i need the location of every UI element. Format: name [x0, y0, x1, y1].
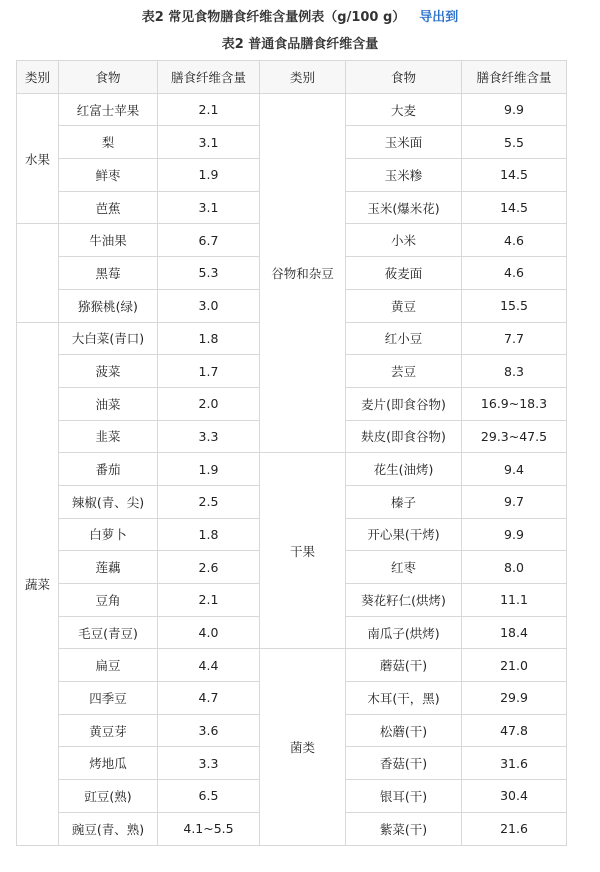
fiber-value-cell: 9.4 — [462, 453, 567, 486]
food-cell: 油菜 — [59, 387, 158, 420]
food-cell: 芭蕉 — [59, 191, 158, 224]
fiber-value-cell: 6.7 — [158, 224, 260, 257]
food-cell: 银耳(干) — [346, 780, 462, 813]
food-cell: 红小豆 — [346, 322, 462, 355]
fiber-value-cell: 2.0 — [158, 387, 260, 420]
food-cell: 鲜枣 — [59, 159, 158, 192]
col-header-food: 食物 — [59, 61, 158, 94]
food-cell: 紫菜(干) — [346, 812, 462, 845]
fiber-value-cell: 8.0 — [462, 551, 567, 584]
food-cell: 小米 — [346, 224, 462, 257]
food-cell: 玉米面 — [346, 126, 462, 159]
fiber-value-cell: 3.6 — [158, 714, 260, 747]
food-cell: 黄豆 — [346, 289, 462, 322]
food-cell: 木耳(干，黑) — [346, 682, 462, 715]
food-cell: 黄豆芽 — [59, 714, 158, 747]
fiber-value-cell: 18.4 — [462, 616, 567, 649]
food-cell: 花生(油烤) — [346, 453, 462, 486]
fiber-value-cell: 2.1 — [158, 584, 260, 617]
fiber-value-cell: 4.6 — [462, 257, 567, 290]
fiber-value-cell: 1.8 — [158, 322, 260, 355]
fiber-value-cell: 1.7 — [158, 355, 260, 388]
food-cell: 大麦 — [346, 93, 462, 126]
fiber-value-cell: 2.6 — [158, 551, 260, 584]
food-cell: 辣椒(青、尖) — [59, 485, 158, 518]
fiber-value-cell: 5.5 — [462, 126, 567, 159]
food-cell: 莜麦面 — [346, 257, 462, 290]
fiber-value-cell: 1.8 — [158, 518, 260, 551]
food-cell: 麸皮(即食谷物) — [346, 420, 462, 453]
table-row — [17, 453, 567, 486]
food-cell: 蘑菇(干) — [346, 649, 462, 682]
food-cell: 红枣 — [346, 551, 462, 584]
fiber-value-cell: 7.7 — [462, 322, 567, 355]
food-cell: 猕猴桃(绿) — [59, 289, 158, 322]
food-cell: 豆角 — [59, 584, 158, 617]
fiber-value-cell: 16.9~18.3 — [462, 387, 567, 420]
food-cell: 梨 — [59, 126, 158, 159]
food-cell: 香菇(干) — [346, 747, 462, 780]
category-cell: 干果 — [260, 453, 346, 649]
food-cell: 白萝卜 — [59, 518, 158, 551]
food-cell: 烤地瓜 — [59, 747, 158, 780]
col-header-category: 类别 — [260, 61, 346, 94]
food-cell: 榛子 — [346, 485, 462, 518]
fiber-value-cell: 3.3 — [158, 747, 260, 780]
fiber-value-cell: 15.5 — [462, 289, 567, 322]
fiber-value-cell: 8.3 — [462, 355, 567, 388]
food-cell: 葵花籽仁(烘烤) — [346, 584, 462, 617]
food-cell: 豌豆(青、熟) — [59, 812, 158, 845]
fiber-value-cell: 2.1 — [158, 93, 260, 126]
food-cell: 豇豆(熟) — [59, 780, 158, 813]
fiber-table — [16, 60, 567, 846]
fiber-value-cell: 1.9 — [158, 159, 260, 192]
category-cell: 谷物和杂豆 — [260, 93, 346, 453]
category-cell: 菌类 — [260, 649, 346, 845]
fiber-value-cell: 14.5 — [462, 159, 567, 192]
table-header-row — [17, 61, 567, 94]
fiber-value-cell: 3.1 — [158, 126, 260, 159]
col-header-category: 类别 — [17, 61, 59, 94]
food-cell: 莲藕 — [59, 551, 158, 584]
food-cell: 扁豆 — [59, 649, 158, 682]
fiber-value-cell: 14.5 — [462, 191, 567, 224]
category-cell: 蔬菜 — [17, 322, 59, 845]
food-cell: 四季豆 — [59, 682, 158, 715]
col-header-fiber: 膳食纤维含量 — [462, 61, 567, 94]
fiber-value-cell: 30.4 — [462, 780, 567, 813]
page-header — [0, 6, 600, 25]
fiber-value-cell: 9.9 — [462, 518, 567, 551]
fiber-value-cell: 21.6 — [462, 812, 567, 845]
fiber-value-cell: 5.3 — [158, 257, 260, 290]
food-cell: 大白菜(青口) — [59, 322, 158, 355]
fiber-value-cell: 21.0 — [462, 649, 567, 682]
food-cell: 毛豆(青豆) — [59, 616, 158, 649]
export-link[interactable]: 导出到 — [419, 10, 459, 25]
fiber-value-cell: 31.6 — [462, 747, 567, 780]
table-row — [17, 93, 567, 126]
fiber-value-cell: 3.0 — [158, 289, 260, 322]
col-header-fiber: 膳食纤维含量 — [158, 61, 260, 94]
fiber-value-cell: 3.1 — [158, 191, 260, 224]
fiber-value-cell: 9.7 — [462, 485, 567, 518]
food-cell: 芸豆 — [346, 355, 462, 388]
table-title: 表2 常见食物膳食纤维含量例表（g/100 g） — [141, 10, 406, 25]
fiber-value-cell: 29.9 — [462, 682, 567, 715]
category-cell-empty — [17, 224, 59, 322]
food-cell: 玉米(爆米花) — [346, 191, 462, 224]
table-row — [17, 649, 567, 682]
fiber-value-cell: 1.9 — [158, 453, 260, 486]
food-cell: 韭菜 — [59, 420, 158, 453]
food-cell: 红富士苹果 — [59, 93, 158, 126]
table-caption: 表2 普通食品膳食纤维含量 — [221, 37, 379, 52]
food-cell: 番茄 — [59, 453, 158, 486]
food-cell: 麦片(即食谷物) — [346, 387, 462, 420]
fiber-value-cell: 29.3~47.5 — [462, 420, 567, 453]
food-cell: 松蘑(干) — [346, 714, 462, 747]
fiber-value-cell: 4.6 — [462, 224, 567, 257]
category-cell: 水果 — [17, 93, 59, 224]
fiber-value-cell: 2.5 — [158, 485, 260, 518]
col-header-food: 食物 — [346, 61, 462, 94]
food-cell: 菠菜 — [59, 355, 158, 388]
fiber-value-cell: 11.1 — [462, 584, 567, 617]
fiber-value-cell: 9.9 — [462, 93, 567, 126]
food-cell: 黑莓 — [59, 257, 158, 290]
fiber-value-cell: 4.7 — [158, 682, 260, 715]
food-cell: 牛油果 — [59, 224, 158, 257]
food-cell: 玉米糁 — [346, 159, 462, 192]
fiber-value-cell: 4.0 — [158, 616, 260, 649]
fiber-value-cell: 6.5 — [158, 780, 260, 813]
food-cell: 南瓜子(烘烤) — [346, 616, 462, 649]
fiber-value-cell: 3.3 — [158, 420, 260, 453]
fiber-value-cell: 4.1~5.5 — [158, 812, 260, 845]
food-cell: 开心果(干烤) — [346, 518, 462, 551]
fiber-value-cell: 47.8 — [462, 714, 567, 747]
fiber-value-cell: 4.4 — [158, 649, 260, 682]
